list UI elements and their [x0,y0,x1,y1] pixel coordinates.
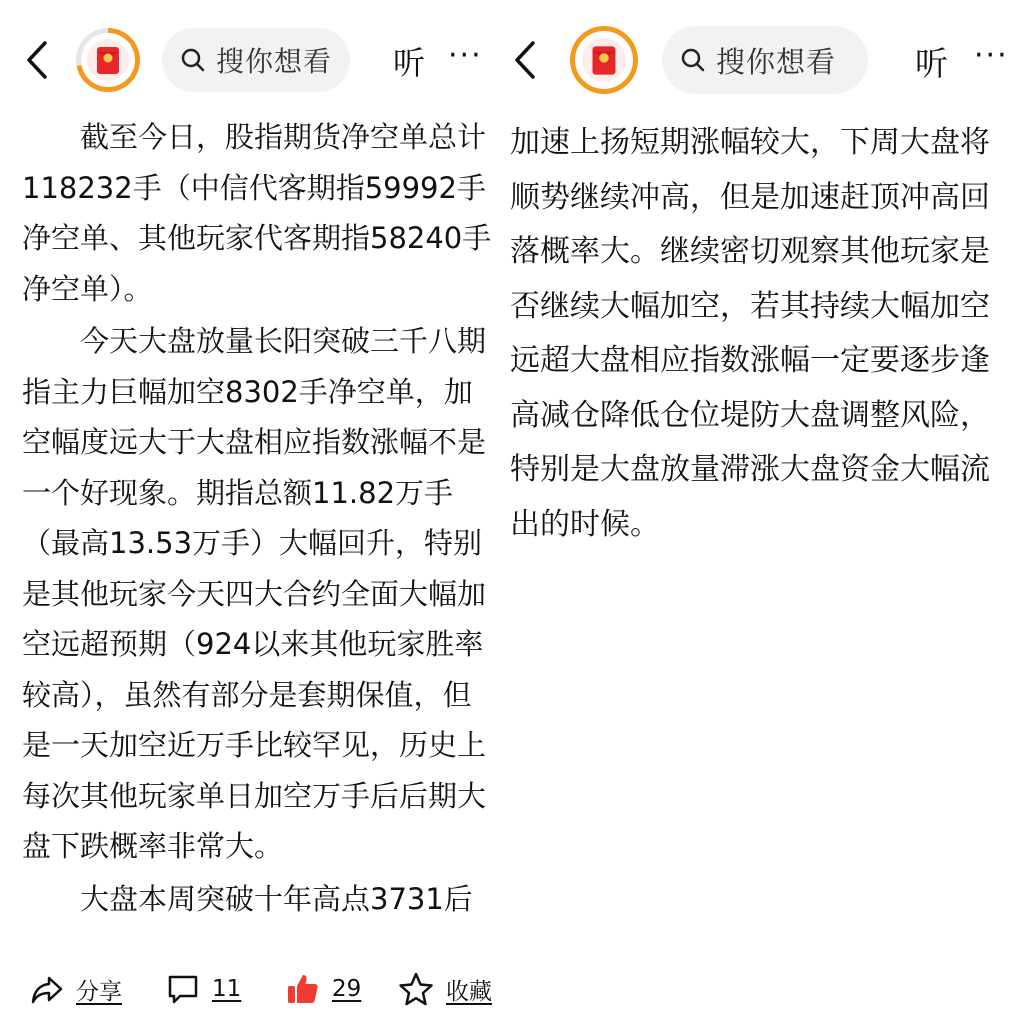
back-button[interactable] [512,40,538,80]
article-paragraph: 大盘本周突破十年高点3731后 [80,881,473,916]
left-screen [0,0,500,1024]
favorite-label: 收藏 [446,978,492,1005]
article-paragraph: 今天大盘放量长阳突破三千八期指主力巨幅加空8302手净空单，加空幅度远大于大盘相应指数涨幅不是一个好现象。期指总额11.82万手（最高13.53万手）大幅回升，特别是其他玩家今天四大合约全面大幅加空远超预期（924以来其他玩家胜率较高），虽然有部分是套期保值，但是一天加空近万手比较罕见，历史上每次其他玩家单日加空万手后后期大盘下跌概率非常大。 [22,324,487,863]
article-paragraph: 截至今日，股指期货净空单总计118232手（中信代客期指59992手净空单、其他玩家代客期指58240手净空单）。 [22,120,492,306]
favorite-button[interactable] [398,972,492,1006]
top-nav-bar [500,22,1024,98]
article-body [22,112,492,926]
avatar[interactable] [570,26,638,94]
article-body [510,116,1010,554]
comment-button[interactable] [166,972,241,1006]
search-placeholder: 搜你想看 [716,44,837,79]
bottom-action-bar [0,964,500,1016]
avatar[interactable] [76,28,140,92]
article-paragraph: 加速上扬短期涨幅较大，下周大盘将顺势继续冲高，但是加速赶顶冲高回落概率大。继续密切观察其他玩家是否继续大幅加空，若其持续大幅加空远超大盘相应指数涨幅一定要逐步逢高减仓降低仓位堤防大盘调整风险，特别是大盘放量滞涨大盘资金大幅流出的时候。 [510,125,990,542]
like-count: 29 [332,976,362,1002]
red-envelope-avatar-icon [86,38,130,82]
listen-button[interactable]: 听 [915,44,948,83]
comment-icon [166,972,200,1006]
search-input[interactable] [662,26,868,94]
thumbs-up-icon [286,972,320,1006]
share-button[interactable] [30,972,122,1006]
like-button[interactable] [286,972,361,1006]
share-icon [30,972,64,1006]
more-button[interactable]: ··· [974,38,1009,73]
back-button[interactable] [24,40,50,80]
listen-button[interactable]: 听 [393,44,426,82]
search-placeholder: 搜你想看 [216,45,333,78]
right-screen [500,0,1024,1024]
share-label: 分享 [76,978,122,1005]
red-envelope-avatar-icon [581,37,627,83]
back-arrow-icon [24,40,50,80]
back-arrow-icon [512,40,538,80]
top-nav-bar [0,22,500,98]
search-icon [680,47,706,73]
search-icon [180,47,206,73]
comment-count: 11 [212,976,242,1002]
star-icon [398,972,434,1006]
more-button[interactable]: ··· [448,38,483,73]
search-input[interactable] [162,28,350,92]
